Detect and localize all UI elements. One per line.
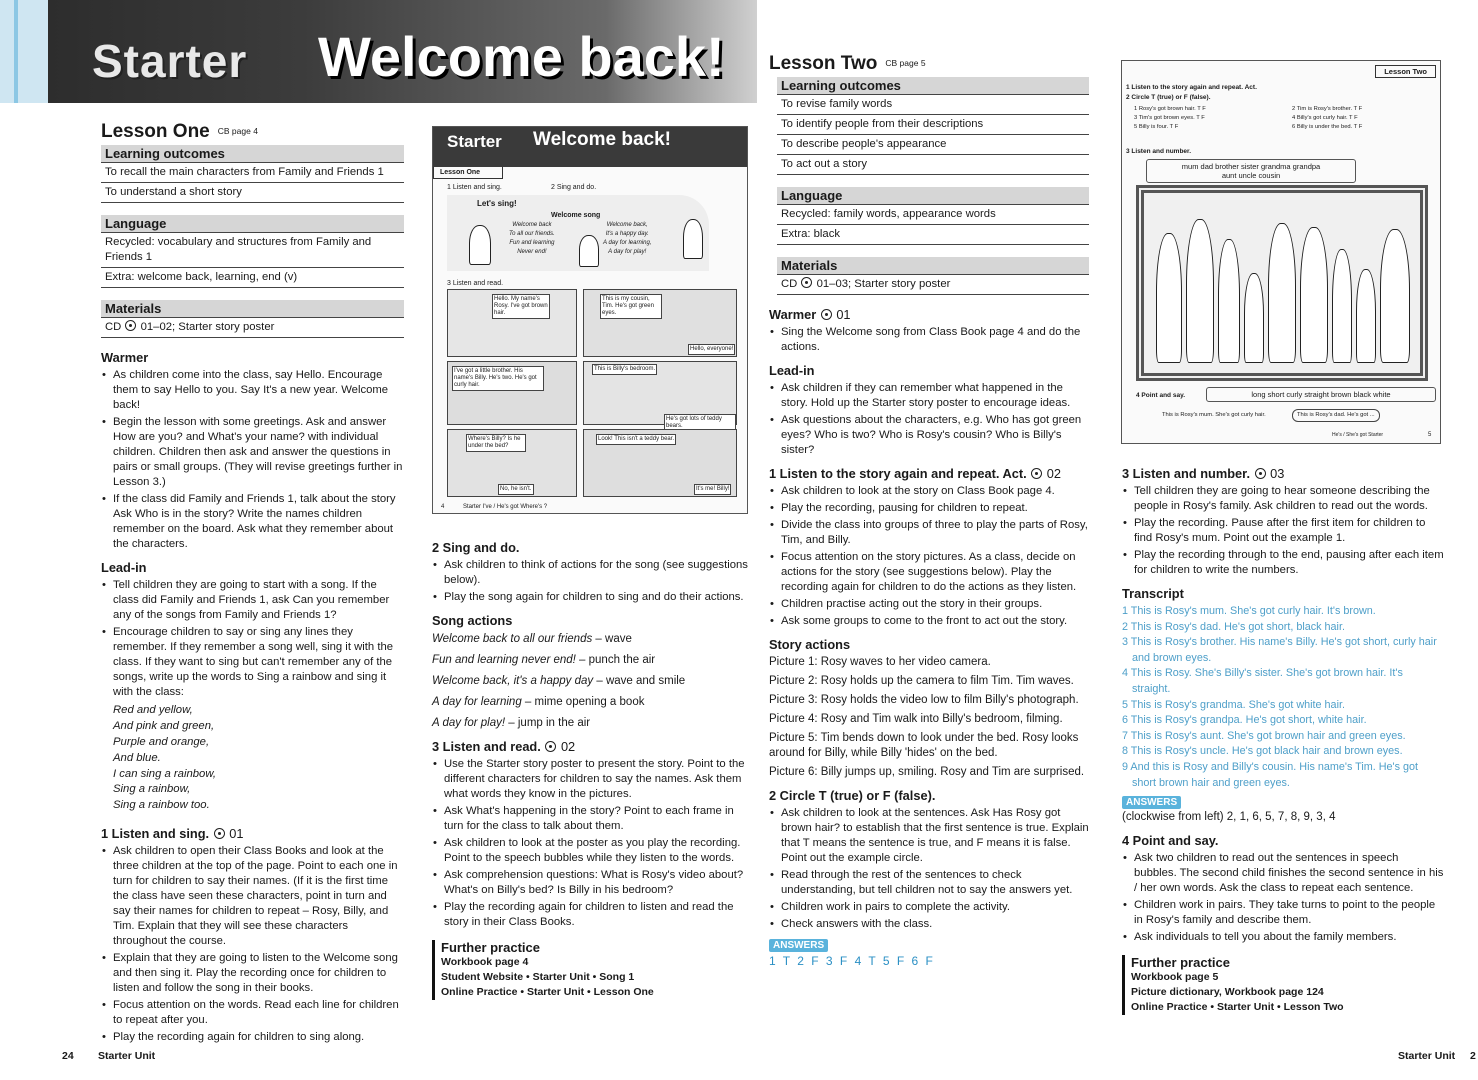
thumb-page-number: 4 [441,504,445,510]
language-row: Extra: welcome back, learning, end (v) [101,268,404,288]
language-row: Recycled: family words, appearance words [777,205,1089,225]
list-item: • Ask individuals to tell you about the family members. [1122,930,1444,945]
warmer-heading: Warmer [101,350,149,366]
list-item: • Play the recording, pausing for children to repeat. [769,501,1089,516]
listen-number-heading: 3 Listen and number. 03 [1122,466,1285,481]
list-item: • Use the Starter story poster to present the story. Point to the different characters for children to say the names. Ask them what words they know in the pictures. [432,757,750,802]
cd-icon [125,320,136,331]
list-item: • Children work in pairs to complete the activity. [769,900,1089,915]
list-item: • Ask children to open their Class Books and look at the three children at the top of the page. Point to each one in turn for children to say their names. (If it is the first time the class have seen these characters, point in turn and say their names for children to repeat – Rosy, Billy, and Tim. Explain that they will see these characters throughout the course. [101,844,404,949]
point-say-heading: 4 Point and say. [1122,833,1219,849]
circle-heading: 2 Circle T (true) or F (false). [769,788,936,804]
person-figure [1332,249,1352,363]
list-item: • Children work in pairs. They take turns to point to the people in Rosy's family and describe them. [1122,898,1444,928]
list-item: • Play the recording again for children to sing along. [101,1030,404,1045]
unit-label: Starter [92,35,248,87]
family-picture-frame [1136,185,1428,381]
listen-read-heading: 3 Listen and read. 02 [432,739,576,754]
answers-badge: ANSWERS [1122,796,1181,809]
story-frame: Where's Billy? Is he under the bed? No, he isn't. [447,429,577,497]
box-title: Language [777,187,1089,205]
story-frame: I've got a little brother. His name's Billy. He's two. He's got curly hair. [447,361,577,425]
point-say-list [1122,851,1444,945]
materials-box [777,257,1089,295]
list-item: • Divide the class into groups of three to play the parts of Rosy, Tim, and Billy. [769,518,1089,548]
thumb-q1: 1 Listen to the story again and repeat. Act. [1126,84,1257,91]
list-item: • Ask children to look at the sentences. Ask Has Rosy got brown hair? to establish that the first sentence is true. Explain that T means the sentence is true, and F means it is false. Point out the example circle. [769,806,1089,866]
language-row: Extra: black [777,225,1089,245]
song-panel: Let's sing! Welcome song Welcome back To all our friends. Fun and learning Never end! Welcome back, It's a happy day. A day for learning, A day for play! [447,195,709,271]
thumbnail-band: Starter Welcome back! [433,127,747,167]
list-item: • As children come into the class, say Hello. Encourage them to say Hello to you. Say It's a new year. Welcome back! [101,368,404,413]
list-item: • Tell children they are going to start with a song. If the class did Family and Friends 1, ask Can you remember any of the songs from Family and Friends 1? [101,578,404,623]
right-column [1122,458,1444,1015]
transcript-heading: Transcript [1122,586,1184,601]
list-item: • Encourage children to say or sing any lines they remember. If they remember a song well, sing it with the class. If they want to sing but can't remember any of the songs, write up the words to Sing a rainbow and sing it with the class: [101,625,404,700]
box-title: Materials [101,300,404,318]
list-item: • Ask children to look at the poster as you play the recording. Point to the speech bubbles while they listen to the words. [432,836,750,866]
class-book-page-4-thumbnail [432,126,748,514]
list-item: • Play the recording. Pause after the first item for children to find Rosy's mum. Point out the example 1. [1122,516,1444,546]
list-item: • Ask children if they can remember what happened in the story. Hold up the Starter story poster to encourage ideas. [769,381,1089,411]
listen-sing-heading: 1 Listen and sing. 01 [101,826,244,842]
list-item: • Ask some groups to come to the front to act out the story. [769,614,1089,629]
person-figure [1156,233,1182,363]
further-practice-box: Further practice Workbook page 4 Student Website • Starter Unit • Song 1 Online Practice • Starter Unit • Lesson One [432,940,750,1000]
page-title: Welcome back! [318,25,725,88]
listen-repeat-list [769,484,1089,629]
circle-list [769,806,1089,932]
speech-bubble: This is Rosy's dad. He's got ... [1292,409,1380,422]
middle-column [432,532,750,1000]
warmer-list [769,325,1089,355]
sing-do-heading: 2 Sing and do. [432,540,520,555]
thumbnail-lesson-tab: Lesson Two [1375,65,1436,78]
leadin-list [769,381,1089,458]
language-box [101,215,404,288]
materials-row: CD 01–02; Starter story poster [101,318,404,338]
leadin-list [101,578,404,700]
girl-figure [469,225,491,265]
song-actions-heading: Song actions [432,613,513,628]
story-frame: This is my cousin, Tim. He's got green eyes. Hello, everyone! [583,289,737,357]
language-box [777,187,1089,245]
thumb-page-number: 5 [1428,432,1432,438]
thumb-q3: 3 Listen and number. [1126,148,1192,155]
person-figure [1218,239,1240,363]
thumb-q1: 1 Listen and sing. [447,184,502,191]
box-title: Materials [777,257,1089,275]
list-item: • Ask questions about the characters, e.g. Who has got green eyes? Who is two? Who is Rosy's cousin? Who is Billy's sister? [769,413,1089,458]
outcome-row: To recall the main characters from Family and Friends 1 [101,163,404,183]
class-book-page-5-thumbnail [1121,60,1441,444]
right-footer-label: Starter Unit [1398,1050,1456,1062]
outcome-row: To act out a story [777,155,1089,175]
list-item: • Explain that they are going to listen to the Welcome song and then sing it. Play the recording once for children to listen and follow the song in their books. [101,951,404,996]
thumbnail-lesson-tab: Lesson One [433,167,503,179]
learning-outcomes-box [101,145,404,203]
list-item: • Read through the rest of the sentences to check understanding, but tell children not to say the answers yet. [769,868,1089,898]
transcript-list: 1 This is Rosy's mum. She's got curly hair. It's brown. 2 This is Rosy's dad. He's got short, black hair. 3 This is Rosy's brother. His name's Billy. He's got short, curly hair and brown eyes. 4 This is Rosy. She's Billy's sister. She's got brown hair. It's straight. 5 This is Rosy's grandma. She's got white hair. 6 This is Rosy's grandpa. He's got short, white hair. 7 This is Rosy's aunt. She's got brown hair and green eyes. 8 This is Rosy's uncle. He's got black hair and brown eyes. 9 And this is Rosy and Billy's cousin. His name's Tim. He's got short brown hair and green eyes. [1122,605,1437,789]
lesson-one-heading: Lesson One CB page 4 [101,121,258,142]
list-item: • Begin the lesson with some greetings. Ask and answer How are you? and What's your name? with individual children. Children then ask and answer the questions in pairs or small groups. (They will revise greetings further in Lesson 3.) [101,415,404,490]
list-item: • Focus attention on the story pictures. As a class, decide on actions for the story (see suggestions below). Play the recording again for children to do the actions as they listen. [769,550,1089,595]
leadin-heading: Lead-in [769,363,815,379]
leadin-heading: Lead-in [101,560,147,576]
cd-icon [545,741,556,752]
person-figure [1186,219,1214,363]
materials-row: CD 01–03; Starter story poster [777,275,1089,295]
song-actions-list: Welcome back to all our friends – wave Fun and learning never end! – punch the air Welcome back, it's a happy day – wave and smile A day for learning – mime opening a book A day for play! – jump in the air [432,633,686,729]
right-page-number: 2 [1470,1050,1476,1062]
lesson-two-heading: Lesson Two CB page 5 [769,53,926,74]
answers-line: 1 T 2 F 3 F 4 T 5 F 6 F [769,954,935,969]
warmer-list [101,368,404,552]
left-footer-label: Starter Unit [98,1050,156,1062]
story-actions-heading: Story actions [769,637,851,653]
list-item: • Check answers with the class. [769,917,1089,932]
cd-icon [1031,468,1042,479]
materials-box [101,300,404,338]
listen-read-list [432,757,750,930]
person-figure [1356,269,1376,363]
listen-number-list [1122,484,1444,578]
cd-icon [1255,468,1266,479]
lesson-one-column [101,121,404,1047]
thumb-q4: 4 Point and say. [1136,392,1186,399]
person-figure [1300,227,1328,363]
outcome-row: To understand a short story [101,183,404,203]
person-figure [1244,273,1264,363]
person-figure [1268,223,1296,363]
left-page-number: 24 [62,1050,74,1062]
speech-bubble: This is Rosy's mum. She's got curly hair. [1162,412,1266,418]
list-item: • Ask comprehension questions: What is Rosy's video about? What's on Billy's bed? Is Billy in his bedroom? [432,868,750,898]
list-item: • If the class did Family and Friends 1, talk about the story Ask Who is in the story? Write the names children remember on the board. Ask what they remember about the characters. [101,492,404,552]
learning-outcomes-box [777,77,1089,175]
box-title: Learning outcomes [777,77,1089,95]
tf-rows-right: 2 Tim is Rosy's brother. T F 4 Billy's got curly hair. T F 6 Billy is under the bed. T F [1292,106,1363,130]
outcome-row: To describe people's appearance [777,135,1089,155]
sing-do-list [432,558,750,605]
header-edge-decoration [0,0,48,103]
rainbow-song: Red and yellow, And pink and green, Purple and orange, And blue. I can sing a rainbow, Sing a rainbow, Sing a rainbow too. [113,704,216,812]
story-actions-list: Picture 1: Rosy waves to her video camera. Picture 2: Rosy holds up the camera to film Tim. Tim waves. Picture 3: Rosy holds the video low to film Billy's photograph. Picture 4: Rosy and Tim walk into Billy's bedroom, filming. Picture 5: Tim bends down to look under the bed. Rosy looks around for Billy, while Billy 'hides' on the bed. Picture 6: Billy jumps up, smiling. Rosy and Tim are surprised. [769,656,1085,779]
list-item: • Tell children they are going to hear someone describing the people in Rosy's family. Ask children to read out the words. [1122,484,1444,514]
story-frame: This is Billy's bedroom. He's got lots of teddy bears. [583,361,737,425]
list-item: • Ask What's happening in the story? Point to each frame in turn for the class to talk about them. [432,804,750,834]
box-title: Language [101,215,404,233]
story-frame: Hello. My name's Rosy. I've got brown hair. [447,289,577,357]
cd-icon [821,309,832,320]
list-item: • Sing the Welcome song from Class Book page 4 and do the actions. [769,325,1089,355]
list-item: • Ask children to think of actions for the song (see suggestions below). [432,558,750,588]
thumb-footer: Starter I've / He's got Where's ? [463,504,548,510]
tf-rows-left: 1 Rosy's got brown hair. T F 3 Tim's got brown eyes. T F 5 Billy is four. T F [1134,106,1206,130]
list-item: • Focus attention on the words. Read each line for children to repeat after you. [101,998,404,1028]
outcome-row: To identify people from their descriptions [777,115,1089,135]
family-words-box: mum dad brother sister grandma grandpa aunt uncle cousin [1146,159,1356,183]
story-frames [447,289,737,499]
thumb-q3: 3 Listen and read. [447,280,504,287]
further-practice-box: Further practice Workbook page 5 Picture dictionary, Workbook page 124 Online Practice • Starter Unit • Lesson Two [1122,955,1444,1015]
boy-figure [683,219,703,259]
lesson-two-column [769,53,1089,969]
cd-icon [801,277,812,288]
list-item: • Play the song again for children to sing and do their actions. [432,590,750,605]
answers-line: (clockwise from left) 2, 1, 6, 5, 7, 8, 9, 3, 4 [1122,811,1336,824]
outcome-row: To revise family words [777,95,1089,115]
list-item: • Children practise acting out the story in their groups. [769,597,1089,612]
thumb-footer: He's / She's got Starter [1332,432,1384,438]
thumb-q2: 2 Circle T (true) or F (false). [1126,94,1211,101]
listen-sing-list [101,844,404,1045]
thumb-q2: 2 Sing and do. [551,184,597,191]
cd-icon [214,828,225,839]
describe-words-box: long short curly straight brown black white [1206,387,1436,402]
answers-badge: ANSWERS [769,939,828,952]
boy-figure [579,235,599,267]
story-frame: Look! This isn't a teddy bear. It's me! Billy! [583,429,737,497]
list-item: • Play the recording again for children to listen and read the story in their Class Books. [432,900,750,930]
person-figure [1380,229,1410,363]
list-item: • Ask children to look at the story on Class Book page 4. [769,484,1089,499]
language-row: Recycled: vocabulary and structures from Family and Friends 1 [101,233,404,268]
listen-repeat-heading: 1 Listen to the story again and repeat. Act. 02 [769,466,1062,482]
list-item: • Ask two children to read out the sentences in speech bubbles. The second child finishes the second sentence in his / her own words. Ask the class to repeat each sentence. [1122,851,1444,896]
box-title: Learning outcomes [101,145,404,163]
list-item: • Play the recording through to the end, pausing after each item for children to write the numbers. [1122,548,1444,578]
warmer-heading: Warmer 01 [769,307,851,323]
